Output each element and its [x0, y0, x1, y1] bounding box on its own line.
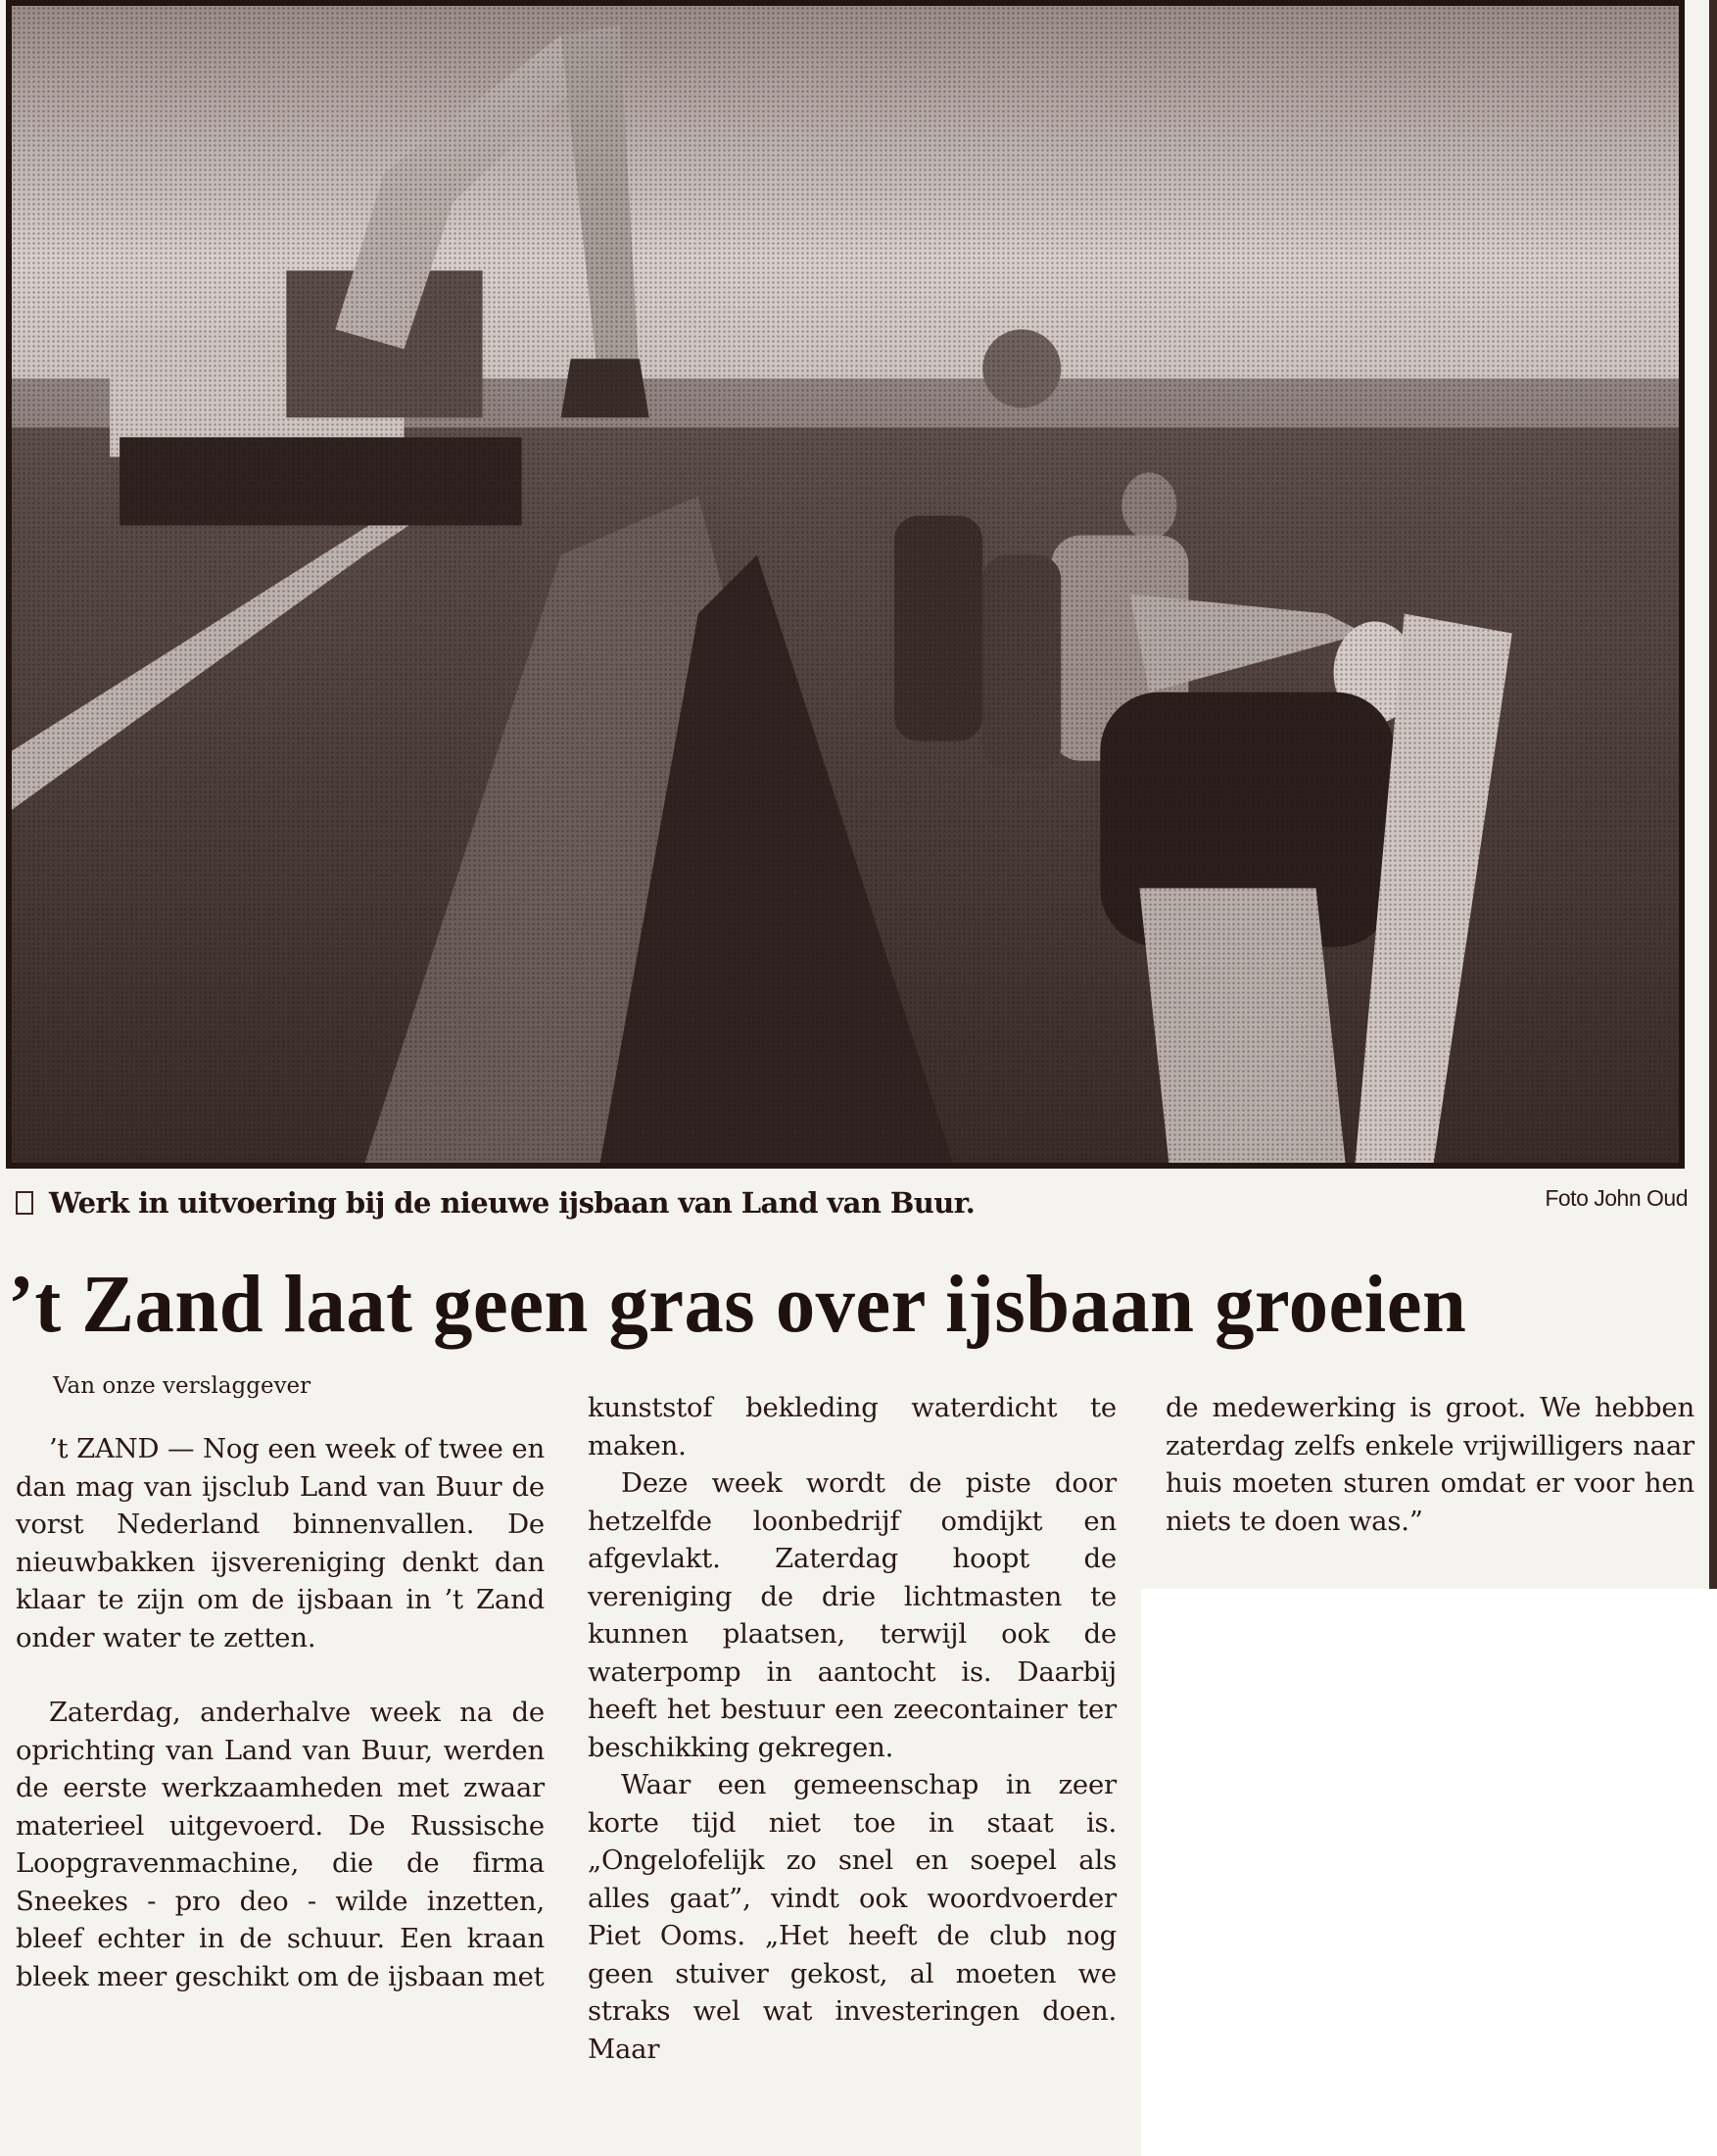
paragraph: Waar een gemeenschap in zeer korte tijd niet toe in staat is. „Ongelofelijk zo snel en soepel als alles gaat”, vindt ook woordvoerder Piet Ooms. „Het heeft de club nog geen stuiver gekost, al moeten we straks wel wat investeringen doen. Maar: [588, 1769, 1117, 2065]
square-box-icon: [16, 1191, 33, 1215]
caption-text: Werk in uitvoering bij de nieuwe ijsbaan van Land van Buur.: [49, 1186, 976, 1220]
excavator-trench-photo-icon: [12, 6, 1679, 1163]
blank-area: [1141, 1589, 1717, 2156]
article-column-1: [16, 1430, 545, 1995]
paragraph: ’t ZAND — Nog een week of twee en dan mag van ijsclub Land van Buur de vorst Nederland binnenvallen. De nieuwbakken ijsvereniging denkt dan klaar te zijn om de ijsbaan in ’t Zand onder water te zetten.: [16, 1433, 545, 1653]
paragraph: Zaterdag, anderhalve week na de oprichting van Land van Buur, werden de eerste werkzaamheden met zwaar materieel uitgevoerd. De Russische Loopgravenmachine, die de firma Sneekes - pro deo - wilde inzetten, bleef echter in de schuur. Een kraan bleek meer geschikt om de ijsbaan met: [16, 1697, 545, 1992]
article-column-2: [588, 1389, 1117, 2068]
photo-credit: Foto John Oud: [1545, 1185, 1688, 1211]
paragraph: kunststof bekleding waterdicht te maken.: [588, 1392, 1117, 1461]
byline: Van onze verslaggever: [53, 1373, 311, 1399]
news-photo: [6, 0, 1685, 1169]
headline: ’t Zand laat geen gras over ijsbaan groeien: [8, 1259, 1467, 1350]
paragraph: de medewerking is groot. We hebben zaterdag zelfs enkele vrijwilligers naar huis moeten sturen omdat er voor hen niets te doen was.”: [1166, 1392, 1694, 1537]
paragraph: Deze week wordt de piste door hetzelfde loonbedrijf omdijkt en afgevlakt. Zaterdag hoopt de vereniging de drie lichtmasten te kunnen plaatsen, terwijl ook de waterpomp in aantocht is. Daarbij heeft het bestuur een zeecontainer ter beschikking gekregen.: [588, 1467, 1117, 1763]
article-column-3: [1166, 1389, 1694, 1540]
page-edge: [1709, 0, 1717, 1589]
photo-caption: [16, 1183, 975, 1222]
